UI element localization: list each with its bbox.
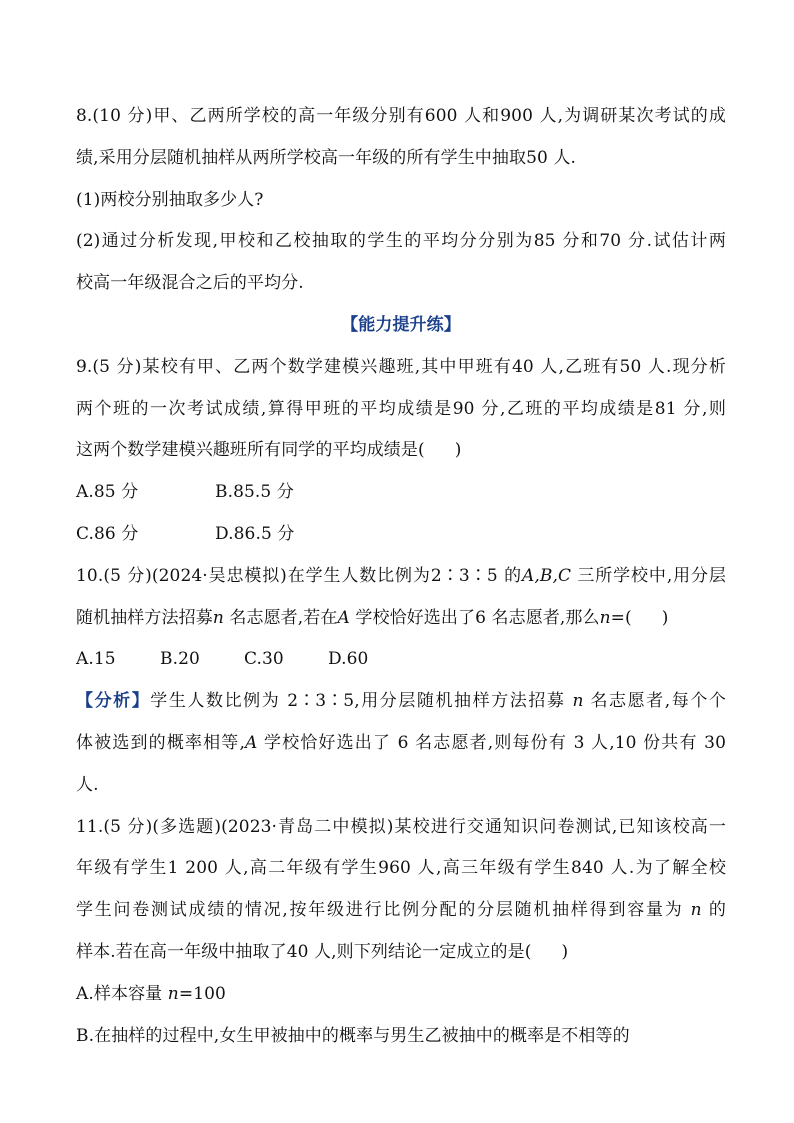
q10-text-1a: 10.(5 分)(2024·吴忠模拟)在学生人数比例为2∶3∶5 的 [76, 565, 522, 586]
q9-options-row-2 [76, 514, 726, 556]
analysis-line-2 [76, 723, 726, 765]
q8-part-1: (1)两校分别抽取多少人? [76, 189, 264, 210]
q11-option-b: B.在抽样的过程中,女生甲被抽中的概率与男生乙被抽中的概率是不相等的 [76, 1025, 630, 1046]
q9-line-3 [76, 430, 726, 472]
q11-var-n: n [690, 900, 702, 921]
analysis-var-n: n [572, 691, 584, 712]
q8-part-2-line-1: (2)通过分析发现,甲校和乙校抽取的学生的平均分分别为85 分和70 分.试估计两 [76, 231, 726, 252]
q11-option-a-suffix: =100 [178, 983, 226, 1004]
q8-line-1: 8.(10 分)甲、乙两所学校的高一年级分别有600 人和900 人,为调研某次考试的成 [76, 106, 726, 126]
q8-line-2: 绩,采用分层随机抽样从两所学校高一年级的所有学生中抽取50 人. [76, 147, 577, 168]
q11-line-4 [76, 932, 726, 974]
analysis-line-1 [76, 681, 726, 723]
analysis-line-3: 人. [76, 774, 99, 795]
q9-option-b: B.85.5 分 [215, 482, 294, 503]
q10-var-n2: n [599, 607, 611, 628]
q9-line-1: 9.(5 分)某校有甲、乙两个数学建模兴趣班,其中甲班有40 人,乙班有50 人.现分析 [76, 356, 726, 377]
q9-option-d: D.86.5 分 [215, 523, 295, 544]
analysis-text-2a: 体被选到的概率相等, [76, 732, 245, 753]
q10-line-2 [76, 598, 726, 640]
q9-options-row-1 [76, 472, 726, 514]
q11-option-a-prefix: A.样本容量 [76, 983, 168, 1004]
q10-option-d: D.60 [328, 649, 369, 670]
q11-option-a-var: n [167, 983, 179, 1004]
q9-stem-close: ) [454, 440, 462, 461]
q10-text-2d: =( [610, 607, 632, 628]
analysis-tag: 【分析】 [76, 691, 151, 712]
analysis-text-2b: 学校恰好选出了 6 名志愿者,则每份有 3 人,10 份共有 30 [257, 732, 727, 753]
q10-option-b: B.20 [160, 649, 200, 670]
q9-line-2: 两个班的一次考试成绩,算得甲班的平均成绩是90 分,乙班的平均成绩是81 分,则 [76, 398, 726, 419]
q10-text-1b: 三所学校中,用分层 [571, 565, 727, 586]
q10-options-row [76, 639, 726, 681]
q10-option-a: A.15 [76, 649, 116, 670]
q11-stem-end: 样本.若在高一年级中抽取了40 人,则下列结论一定成立的是( [76, 941, 532, 962]
q11-line-3 [76, 890, 726, 932]
analysis-var-a: A [244, 732, 258, 753]
analysis-text-1b: 名志愿者,每个个 [583, 691, 726, 712]
q9-option-a: A.85 分 [76, 482, 139, 503]
q10-option-c: C.30 [244, 649, 284, 670]
analysis-text-1a: 学生人数比例为 2∶3∶5,用分层随机抽样方法招募 [150, 691, 573, 712]
q10-text-2c: 学校恰好选出了6 名志愿者,那么 [349, 607, 600, 628]
q11-option-a [76, 974, 726, 1016]
q10-line-1 [76, 556, 726, 598]
document-page [76, 96, 726, 1057]
q10-var-a: A [337, 607, 350, 628]
q10-var-abc: A,B,C [521, 565, 572, 586]
q11-text-3a: 学生问卷测试成绩的情况,按年级进行比例分配的分层随机抽样得到容量为 [76, 900, 691, 921]
q11-line-1: 11.(5 分)(多选题)(2023·青岛二中模拟)某校进行交通知识问卷测试,已知该校高一 [76, 816, 726, 837]
q10-var-n: n [212, 607, 224, 628]
q10-text-2b: 名志愿者,若在 [223, 607, 338, 628]
q11-line-2: 年级有学生1 200 人,高二年级有学生960 人,高三年级有学生840 人.为了解全校 [76, 858, 726, 879]
q9-option-c: C.86 分 [76, 523, 139, 544]
section-title: 【能力提升练】 [341, 314, 461, 335]
q8-part-2-line-2: 校高一年级混合之后的平均分. [76, 273, 304, 294]
q10-text-2a: 随机抽样方法招募 [76, 607, 213, 628]
q10-text-2e: ) [661, 607, 669, 628]
q11-text-3b: 的 [701, 900, 726, 921]
q9-stem-end: 这两个数学建模兴趣班所有同学的平均成绩是( [76, 440, 425, 461]
q11-stem-close: ) [561, 941, 569, 962]
